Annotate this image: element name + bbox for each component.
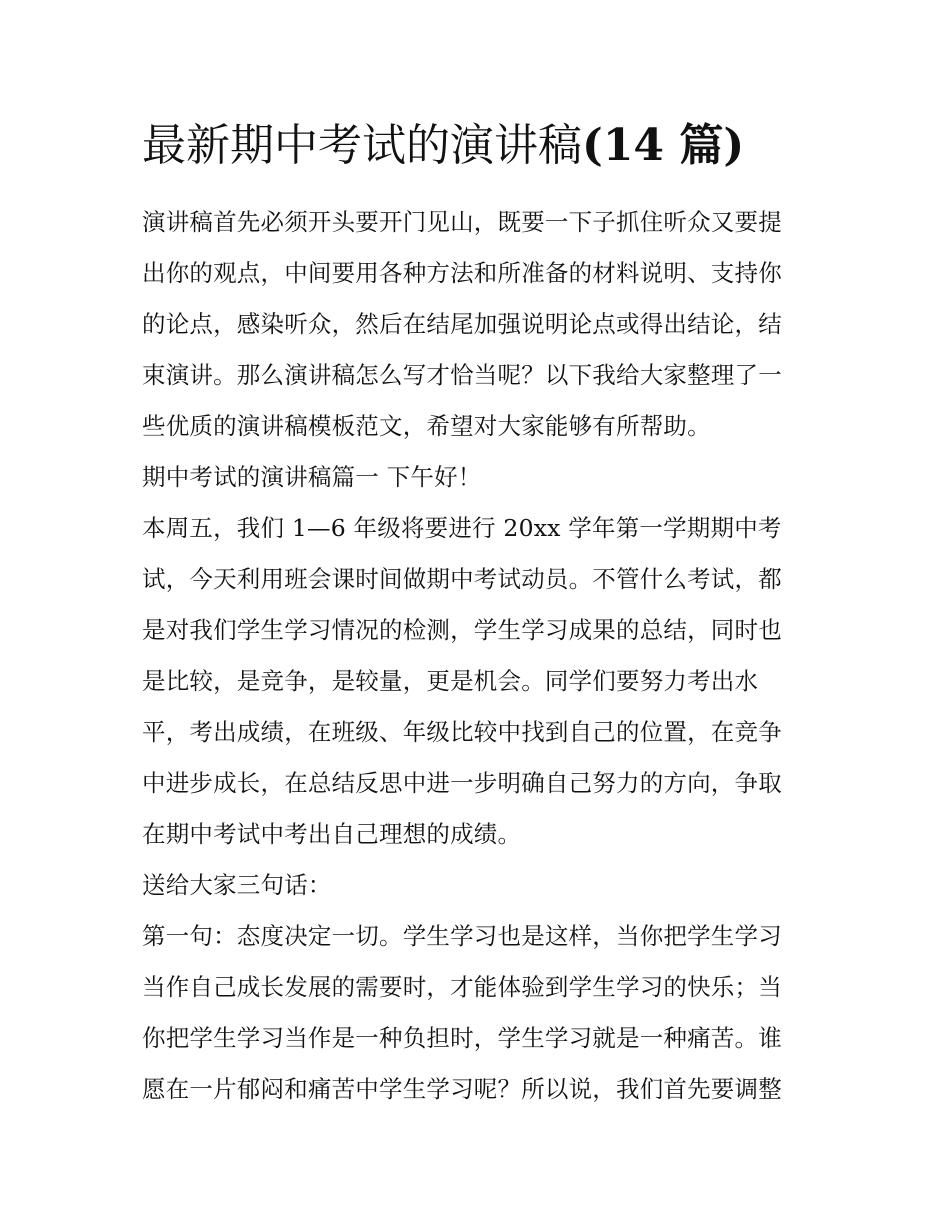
text-line: 出你的观点，中间要用各种方法和所准备的材料说明、支持你: [142, 259, 782, 287]
document-title: [142, 114, 842, 178]
text-line: 当作自己成长发展的需要时，才能体验到学生学习的快乐；当: [142, 973, 782, 1001]
document-body: [142, 199, 814, 1117]
text-line: 愿在一片郁闷和痛苦中学生学习呢？所以说，我们首先要调整: [142, 1075, 782, 1103]
text-line: 在期中考试中考出自己理想的成绩。: [142, 820, 522, 848]
text-line: 本周五，我们 1—6 年级将要进行 20xx 学年第一学期期中考: [142, 514, 782, 542]
text-line: 中进步成长，在总结反思中进一步明确自己努力的方向，争取: [142, 769, 782, 797]
text-line: 束演讲。那么演讲稿怎么写才恰当呢？以下我给大家整理了一: [142, 361, 782, 389]
text-line: 些优质的演讲稿模板范文，希望对大家能够有所帮助。: [142, 412, 711, 440]
title-count: (14 篇): [582, 120, 745, 171]
text-line: 你把学生学习当作是一种负担时，学生学习就是一种痛苦。谁: [142, 1024, 782, 1052]
text-line: 送给大家三句话：: [142, 871, 332, 899]
title-main: 最新期中考试的演讲稿: [142, 120, 582, 171]
section-heading: 期中考试的演讲稿篇一 下午好！: [142, 463, 482, 491]
text-line: 是比较，是竞争，是较量，更是机会。同学们要努力考出水: [142, 667, 759, 695]
text-line: 演讲稿首先必须开头要开门见山，既要一下子抓住听众又要提: [142, 208, 782, 236]
text-line: 的论点，感染听众，然后在结尾加强说明论点或得出结论，结: [142, 310, 782, 338]
text-line: 试，今天利用班会课时间做期中考试动员。不管什么考试，都: [142, 565, 782, 593]
text-line: 第一句：态度决定一切。学生学习也是这样，当你把学生学习: [142, 922, 782, 950]
text-line: 是对我们学生学习情况的检测，学生学习成果的总结，同时也: [142, 616, 782, 644]
text-line: 平，考出成绩，在班级、年级比较中找到自己的位置，在竞争: [142, 718, 782, 746]
